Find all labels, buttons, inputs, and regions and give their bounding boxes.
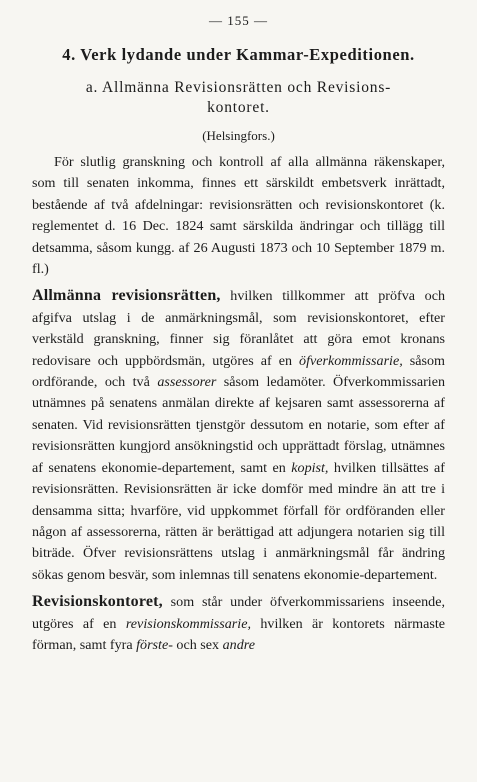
text-segment: hvilken tillkommer att pröfva och afgifva utslag i de anmärkningsmål, som revisionskontoret, efter verkstäld granskning, finner sig föranlåtet att göra emot kronans redovisare och uppbördsmän, utgöres af en xyxy=(32,288,446,369)
revisionsratten-paragraph xyxy=(32,285,445,586)
revisionskontoret-paragraph xyxy=(32,591,445,656)
page-number: — 155 — xyxy=(209,13,268,28)
text-segment: såsom ordförande, och två xyxy=(32,352,445,391)
italic-term: andre xyxy=(222,636,255,653)
subsection-title-line2: kontoret. xyxy=(207,99,270,116)
italic-term: kopist, xyxy=(291,459,329,476)
italic-term: revisionskommissarie, xyxy=(125,615,251,632)
italic-term: förste- xyxy=(136,636,173,653)
italic-term: öfverkommissarie, xyxy=(299,352,403,369)
italic-term: assessorer xyxy=(157,374,217,391)
text-segment: hvilken är kontorets närmaste förman, samt fyra xyxy=(32,615,445,653)
subsection-title-line1: a. Allmänna Revisionsrätten och Revisions- xyxy=(85,79,392,96)
text-segment: och sex xyxy=(172,636,223,653)
text-segment: hvilken tillsättes af revisionsrätten. Revisionsrätten är icke domför med mindre än att tre i densamma sitta; hvarföre, vid uppkommet förfall för ordföranden eller någon af assessorerna, rätten är berättigad att adjungera notarien sig till biträde. Öfver revisionsrättens utslag i anmärkningsmål får ändring sökas genom besvär, som inlemnas till senatens ekonomie-departement. xyxy=(32,459,445,583)
text-segment: som står under öfverkommissariens inseende, utgöres af en xyxy=(32,594,445,632)
section-title: 4. Verk lydande under Kammar-Expeditionen. xyxy=(62,45,415,64)
subsection-title xyxy=(32,78,445,118)
revisionsratten-lead: Allmänna revisionsrätten, xyxy=(32,287,221,305)
intro-paragraph: För slutlig granskning och kontroll af alla allmänna räkenskaper, som till senaten inkomma, finnes ett särskildt embetsverk inrättadt, bestående af två afdelningar: revisionsrätten och revisionskontoret (k. reglementet d. 16 Dec. 1824 samt särskilda ändringar och tillägg till detsamma, såsom kungg. af 26 Augusti 1873 och 10 September 1879 m. fl.) xyxy=(32,154,445,278)
revisionskontoret-lead: Revisionskontoret, xyxy=(32,593,163,611)
text-segment: såsom ledamöter. Öfverkommissarien utnämnes på senatens anmälan direkte af kejsaren samt assessorerna af senaten. Vid revisionsrätten tjenstgör dessutom en notarie, som efter af revisionsrätten kungjord ansökningstid och upprättadt förslag, utnämnes af senatens ekonomie-departement, samt en xyxy=(32,374,445,476)
location-note: (Helsingfors.) xyxy=(202,128,275,143)
